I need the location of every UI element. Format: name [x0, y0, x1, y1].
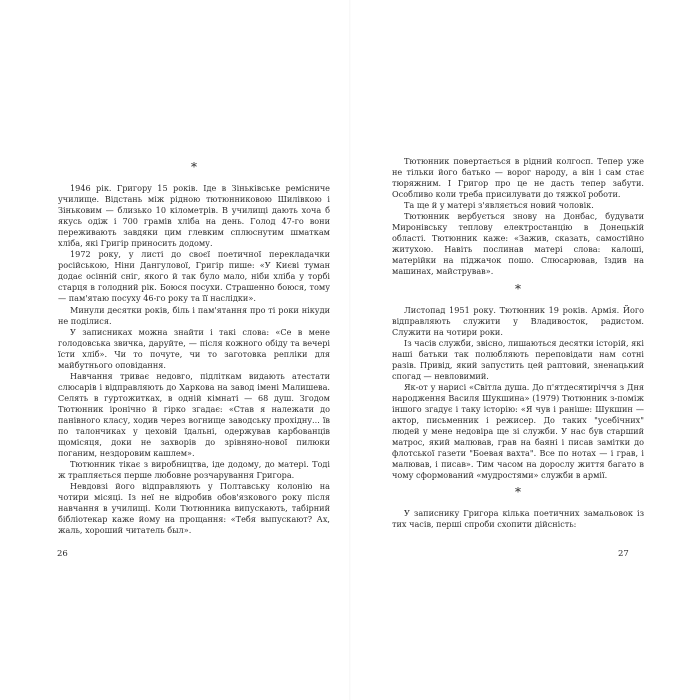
section-separator-star: * [515, 485, 521, 500]
left-page-text-column [58, 156, 330, 537]
paragraph: 1946 рік. Григору 15 років. Іде в Зіньківське ремісниче училище. Відстань між рідною тютюнниковою Шилівкою і Зіньковим — близько 10 кілометрів. В училищі дають хоча б якусь одіж і 700 грамів хліба на день. Голод 47-го вони переживають завдяки цим глевким сплюснутим шматкам хліба, які Григір приносить додому. [58, 183, 330, 249]
page-number-right: 27 [618, 549, 629, 559]
paragraph: Листопад 1951 року. Тютюнник 19 років. Армія. Його відправляють служити у Владивосток, радистом. Служити на чотири роки. [392, 304, 644, 337]
paragraph: Та ще й у матері з'являється новий чоловік. [404, 200, 594, 211]
paragraph: Минули десятки років, біль і пам'ятання про ті роки нікуди не поділися. [58, 304, 330, 326]
paragraph: Невдовзі його відправляють у Полтавську колонію на чотири місяці. Із неї не відробив обов'язкового року після навчання в училищі. Коли Тютюнника випускають, табірний бібліотекар каже йому на прощання: «Тебя выпускают? Ах, жаль, хороший читатель был». [58, 481, 330, 536]
paragraph: Навчання триває недовго, підліткам видають атестати слюсарів і відправляють до Харкова на завод імені Малишева. Селять в гуртожитках, в одній кімнаті — 68 душ. Згодом Тютюнник іронічно й гірко згадає: «Став я належати до панівного класу, ходив через вогнище заводську прохідну... їв по талончиках у цеховій їдальні, одержував карбованців щомісяця, доки не захворів до зрівняно-нової пилюки поганим, нездоровим кашлем». [58, 370, 330, 459]
section-separator-star: * [515, 281, 521, 296]
paragraph: 1972 року, у листі до своєї поетичної перекладачки російською, Ніни Дангулової, Григір пише: «У Києві туман додає осінній сніг, якого й так було мало, ніби хліба у торбі старця в голодний рік. Боюся посухи. Страшенно боюся, тому — пам'ятаю посуху 46-го року та її наслідки». [58, 249, 330, 304]
paragraph: Тютюнник вербується знову на Донбас, будувати Миронівську теплову електростанцію в Донецькій області. Тютюнник каже: «Зажив, сказать, самостійно житухою. Навіть послинав матері слова: калоші, матерійки на піджачок пошо. Слюсарював, їздив на машинах, майстрував». [392, 211, 644, 277]
paragraph: Тютюнник повертається в рідний колгосп. Тепер уже не тільки його батько — ворог народу, а він і сам стає тюряжним. І Григор про це не дасть тепер забути. Особливо коли треба присилувати до тяжкої роботи. [392, 156, 644, 200]
right-page-text-column [392, 156, 644, 530]
paragraph: Із часів служби, звісно, лишаються десятки історій, які наші батьки так полюбляють переповідати нам сотні разів. Привід, який запустить цей раптовий, зненацький спогад — невловимий. [392, 337, 644, 381]
section-separator-star: * [191, 160, 197, 174]
page-number-left: 26 [57, 549, 68, 559]
paragraph: Як-от у нарисі «Світла душа. До п'ятдесятиріччя з Дня народження Василя Шукшина» (1979) Тютюнник з-поміж іншого згадує і таку історію: «Я чув і раніше: Шукшин — актор, письменник і режисер. До таких "усебічних" людей у мене недовіра ще зі служби. У нас був старший матрос, який малював, грав на баяні і писав замітки до флотської газети "Боевая вахта". Все по нотах — і грав, і малював, і писав». Тим часом на дорослу життя багато в чому сформований «мудростями» служби в армії. [392, 381, 644, 481]
paragraph: У записниках можна знайти і такі слова: «Се в мене голодовська звичка, даруйте, — після кожного обіду та вечері їсти хліб». Чи то почуте, чи то заготовка репліки для майбутнього оповідання. [58, 326, 330, 370]
paragraph: Тютюнник тікає з виробництва, іде додому, до матері. Тоді ж трапляється перше любовне розчарування Григора. [58, 459, 330, 481]
paragraph: У записнику Григора кілька поетичних замальовок із тих часів, перші спроби схопити дійсність: [392, 508, 644, 530]
